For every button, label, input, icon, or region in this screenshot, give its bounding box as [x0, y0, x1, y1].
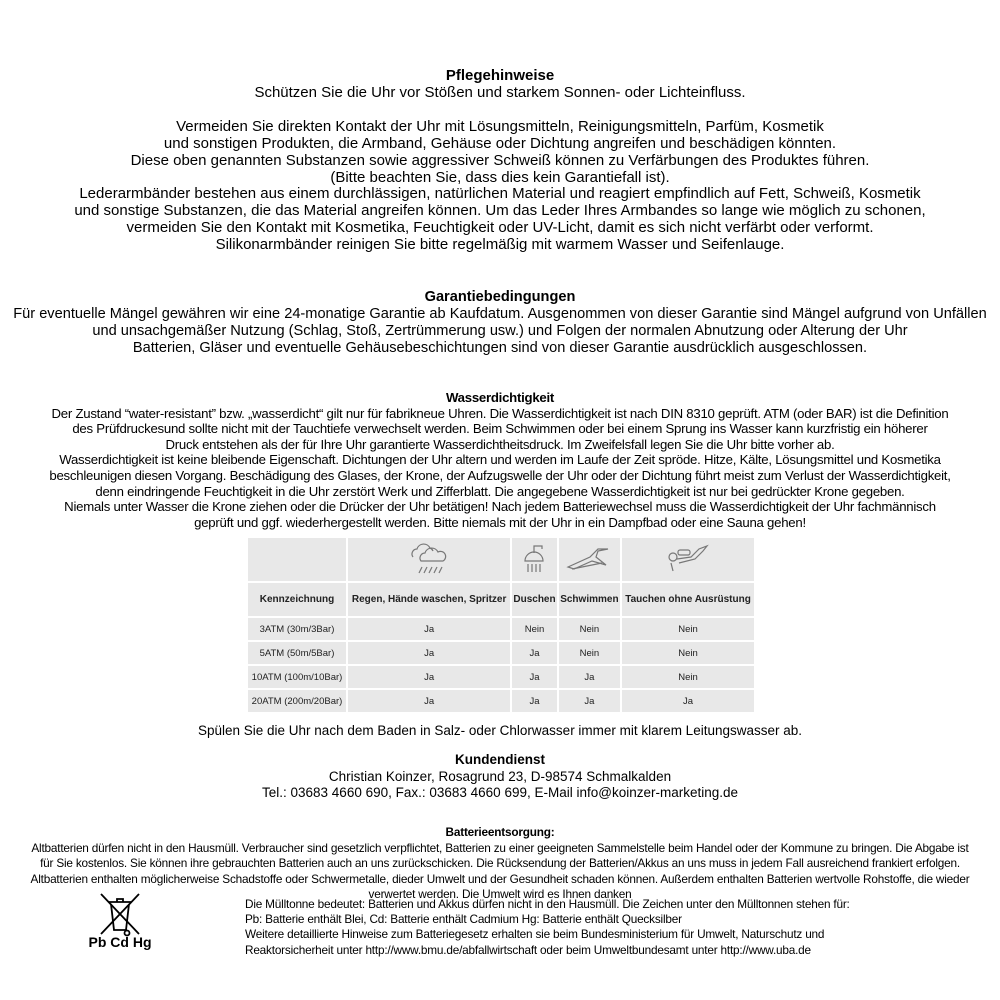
- care-line: und sonstige Substanzen, die das Material angreifen können. Um das Leder Ihres Armbandes so lange wie möglich zu schonen,: [74, 202, 926, 220]
- swimming-icon: [564, 543, 614, 573]
- rating-cell: 20ATM (200m/20Bar): [247, 689, 347, 713]
- water-line: Der Zustand “water-resistant” bzw. „wasserdicht“ gilt nur für fabrikneue Uhren. Die Wasserdichtigkeit ist nach DIN 8310 geprüft. ATM (oder BAR) ist die Definition: [51, 405, 949, 421]
- water-line: Wasserdichtigkeit ist keine bleibende Eigenschaft. Dichtungen der Uhr altern und werden im Laufe der Zeit spröde. Hitze, Kälte, Lösungsmittel und Kosmetika: [59, 452, 941, 468]
- header-diving: Tauchen ohne Ausrüstung: [621, 582, 755, 617]
- care-line: Vermeiden Sie direkten Kontakt der Uhr mit Lösungsmitteln, Reinigungsmitteln, Parfüm, Kosmetik: [176, 117, 824, 135]
- care-title: Pflegehinweise: [445, 67, 555, 84]
- value-cell: Ja: [347, 641, 511, 665]
- warranty-section: [0, 289, 1000, 357]
- battery-line: verwertet werden. Die Umwelt wird es Ihnen danken: [368, 887, 632, 901]
- header-kennzeichnung: Kennzeichnung: [247, 582, 347, 617]
- battery-line: für Sie kostenlos. Sie können ihre gebrauchten Batterien auch an uns zurückschicken. Die Rücksendung der Batterien/Akkus an uns muss in jedem Fall ausreichend frankiert erfolgen.: [40, 856, 960, 870]
- water-title: Wasserdichtigkeit: [445, 390, 555, 405]
- value-cell: Nein: [558, 617, 621, 641]
- value-cell: Ja: [347, 617, 511, 641]
- rating-cell: 5ATM (50m/5Bar): [247, 641, 347, 665]
- value-cell: Nein: [511, 617, 557, 641]
- water-section: [0, 390, 1000, 530]
- battery-symbol-label: Pb Cd Hg: [88, 934, 152, 950]
- battery-info-line: Pb: Batterie enthält Blei, Cd: Batterie enthält Cadmium Hg: Batterie enthält Quecksilber: [245, 912, 682, 927]
- warranty-line: und unsachgemäßer Nutzung (Schlag, Stoß, Zertrümmerung usw.) und Folgen der normalen Abnutzung oder Alterung der Uhr: [92, 323, 908, 339]
- care-line: (Bitte beachten Sie, dass dies kein Garantiefall ist).: [330, 168, 670, 186]
- value-cell: Ja: [511, 665, 557, 689]
- battery-section: [0, 825, 1000, 903]
- rating-cell: 3ATM (30m/3Bar): [247, 617, 347, 641]
- value-cell: Ja: [511, 689, 557, 713]
- service-contact: Tel.: 03683 4660 690, Fax.: 03683 4660 699, E-Mail info@koinzer-marketing.de: [262, 785, 738, 800]
- battery-info: [245, 897, 850, 958]
- water-line: des Prüfdruckesund sollte nicht mit der Tauchtiefe verwechselt werden. Beim Schwimmen oder bei einem Sprung ins Wasser kann kurzfristig ein höherer: [72, 421, 928, 437]
- value-cell: Nein: [621, 665, 755, 689]
- table-row: [247, 617, 755, 641]
- battery-info-line: Reaktorsicherheit unter http://www.bmu.de/abfallwirtschaft oder beim Umweltbundesamt unter http://www.uba.de: [245, 942, 811, 957]
- value-cell: Nein: [621, 617, 755, 641]
- table-row: [247, 665, 755, 689]
- shower-icon: [519, 541, 549, 575]
- table-row: [247, 689, 755, 713]
- care-line: vermeiden Sie den Kontakt mit Kosmetika, Feuchtigkeit oder UV-Licht, damit es sich nicht verfärbt oder verformt.: [126, 219, 874, 237]
- water-line: denn eindringende Feuchtigkeit in die Uhr zerstört Werk und Zifferblatt. Die angegebene Wasserdichtigkeit ist nur bei gedrückter Krone gegeben.: [95, 483, 905, 499]
- value-cell: Ja: [621, 689, 755, 713]
- care-line: und sonstigen Produkten, die Armband, Gehäuse oder Dichtung angreifen und beschädigen könnten.: [163, 134, 837, 152]
- value-cell: Nein: [558, 641, 621, 665]
- battery-line: Altbatterien dürfen nicht in den Hausmüll. Verbraucher sind gesetzlich verpflichtet, Batterien zu einer geeigneten Sammelstelle beim Handel oder der Kommune zu bringen. Die Abgabe ist: [31, 840, 969, 855]
- battery-title: Batterieentsorgung:: [445, 825, 555, 839]
- service-address: Christian Koinzer, Rosagrund 23, D-98574 Schmalkalden: [328, 768, 672, 784]
- value-cell: Ja: [511, 641, 557, 665]
- value-cell: Ja: [558, 689, 621, 713]
- table-row: [247, 641, 755, 665]
- warranty-line: Für eventuelle Mängel gewähren wir eine 24-monatige Garantie ab Kaufdatum. Ausgenommen von dieser Garantie sind Mängel aufgrund von Unfällen: [13, 306, 987, 322]
- header-shower: Duschen: [511, 582, 557, 617]
- rating-cell: 10ATM (100m/10Bar): [247, 665, 347, 689]
- rain-icon: [407, 541, 451, 575]
- value-cell: Ja: [347, 665, 511, 689]
- water-line: Druck entstehen als der für Ihre Uhr garantierte Wasserdichtheitsdruck. Im Zweifelsfall legen Sie die Uhr bitte vorher ab.: [165, 436, 835, 452]
- service-title: Kundendienst: [455, 752, 545, 767]
- care-line: Schützen Sie die Uhr vor Stößen und starkem Sonnen- oder Lichteinfluss.: [254, 83, 746, 101]
- water-line: geprüft und ggf. wiederhergestellt werden. Bitte niemals mit der Uhr in ein Dampfbad oder eine Sauna gehen!: [194, 514, 806, 530]
- care-line: Silikonarmbänder reinigen Sie bitte regelmäßig mit warmem Wasser und Seifenlauge.: [215, 236, 785, 254]
- care-line: Diese oben genannten Substanzen sowie aggressiver Schweiß können zu Verfärbungen des Produktes führen.: [130, 151, 870, 169]
- care-section: [0, 68, 1000, 254]
- care-line: Lederarmbänder bestehen aus einem durchlässigen, natürlichen Material und reagiert empfindlich auf Fett, Schweiß, Kosmetik: [79, 185, 921, 203]
- diving-icon: [663, 541, 713, 575]
- water-line: beschleunigen diesen Vorgang. Beschädigung des Glases, der Krone, der Aufzugswelle der Uhr oder der Dichtung führt meist zum Verlust der Wasserdichtigkeit,: [49, 467, 951, 483]
- header-swimming: Schwimmen: [558, 582, 621, 617]
- warranty-line: Batterien, Gläser und eventuelle Gehäusebeschichtungen sind von dieser Garantie ausdrücklich ausgeschlossen.: [132, 340, 868, 356]
- service-section: [0, 752, 1000, 802]
- battery-line: Altbatterien enthalten möglicherweise Schadstoffe oder Schwermetalle, dieder Umwelt und der Gesundheit schaden können. Außerdem enthalten Batterien wertvolle Rohstoffe, die wieder: [30, 871, 970, 886]
- crossed-out-bin-icon: [95, 890, 145, 940]
- battery-info-line: Weitere detaillierte Hinweise zum Batteriegesetz erhalten sie beim Bundesministerium für Umwelt, Naturschutz und: [245, 927, 825, 942]
- value-cell: Nein: [621, 641, 755, 665]
- warranty-title: Garantiebedingungen: [424, 289, 576, 305]
- value-cell: Ja: [558, 665, 621, 689]
- water-line: Niemals unter Wasser die Krone ziehen oder die Drücker der Uhr betätigen! Nach jedem Batteriewechsel muss die Wasserdichtigkeit der Uhr fachmännisch: [64, 499, 936, 515]
- value-cell: Ja: [347, 689, 511, 713]
- header-rain: Regen, Hände waschen, Spritzer: [347, 582, 511, 617]
- water-resistance-table: [246, 536, 756, 714]
- rinse-note: Spülen Sie die Uhr nach dem Baden in Salz- oder Chlorwasser immer mit klarem Leitungswasser ab.: [197, 723, 803, 738]
- battery-info-line: Die Mülltonne bedeutet: Batterien und Akkus dürfen nicht in den Hausmüll. Die Zeichen unter den Mülltonnen stehen für:: [245, 897, 850, 911]
